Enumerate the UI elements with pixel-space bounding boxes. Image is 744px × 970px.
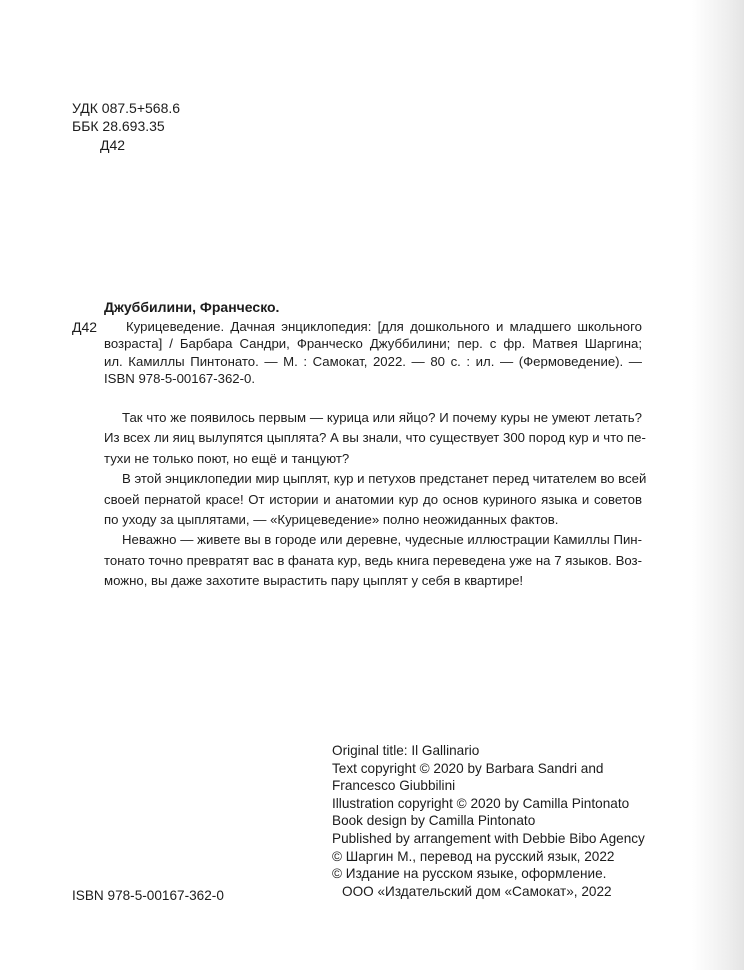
bib-line: Курицеведение. Дачная энциклопедия: [для дошкольного и младшего школьного bbox=[126, 319, 642, 334]
annotation-line: Так что же появилось первым — курица или яйцо? И почему куры не умеют летать? bbox=[122, 410, 642, 425]
annotation-line: В этой энциклопедии мир цыплят, кур и петухов предстанет перед читателем во всей bbox=[122, 471, 647, 487]
annotation-line: по уходу за цыплятами, — «Курицеведение» полно неожиданных фактов. bbox=[104, 512, 559, 528]
colophon bbox=[332, 742, 645, 900]
colophon-line: Francesco Giubbilini bbox=[332, 778, 456, 794]
annotation-line: своей пернатой красе! От истории и анатомии кур до основ куриного языка и советов bbox=[104, 491, 642, 507]
annotation-line: Из всех ли яиц вылупятся цыплята? А вы знали, что существует 300 пород кур и что пе- bbox=[104, 430, 646, 446]
colophon-line: ООО «Издательский дом «Самокат», 2022 bbox=[342, 883, 612, 899]
bib-line: ил. Камиллы Пинтонато. — М. : Самокат, 2022. — 80 с. : ил. — (Фермоведение). — bbox=[104, 353, 642, 369]
annotation-line: можно, вы даже захотите вырастить пару цыплят у себя в квартире! bbox=[104, 573, 524, 589]
colophon-line: Book design by Camilla Pintonato bbox=[332, 813, 536, 829]
annotation-line: тонато точно превратят вас в фаната кур, ведь книга переведена уже на 7 языков. Воз- bbox=[104, 552, 642, 568]
page-edge-shadow bbox=[692, 0, 744, 970]
author-heading: Джуббилини, Франческо. bbox=[104, 299, 280, 315]
annotation bbox=[104, 408, 647, 592]
bbk-code: ББК 28.693.35 bbox=[72, 118, 165, 134]
isbn-bottom: ISBN 978-5-00167-362-0 bbox=[72, 888, 224, 903]
author-sign-top: Д42 bbox=[100, 137, 126, 153]
colophon-line: Published by arrangement with Debbie Bibo Agency bbox=[332, 830, 645, 846]
annotation-line: Неважно — живете вы в городе или деревне, чудесные иллюстрации Камиллы Пин- bbox=[122, 532, 642, 548]
annotation-line: тухи не только поют, но ещё и танцуют? bbox=[104, 450, 350, 466]
udk-code: УДК 087.5+568.6 bbox=[72, 100, 181, 116]
bibliographic-record bbox=[104, 318, 642, 387]
colophon-line: © Шаргин М., перевод на русский язык, 2022 bbox=[332, 848, 615, 864]
colophon-line: Original title: Il Gallinario bbox=[332, 743, 480, 758]
colophon-line: Text copyright © 2020 by Barbara Sandri and bbox=[332, 760, 604, 776]
colophon-line: Illustration copyright © 2020 by Camilla Pintonato bbox=[332, 795, 630, 811]
colophon-line: © Издание на русском языке, оформление. bbox=[332, 866, 607, 882]
author-sign-left: Д42 bbox=[72, 319, 98, 335]
bib-line: возраста] / Барбара Сандри, Франческо Джуббилини; пер. с фр. Матвея Шаргина; bbox=[104, 336, 642, 352]
bib-line: ISBN 978-5-00167-362-0. bbox=[104, 370, 256, 386]
